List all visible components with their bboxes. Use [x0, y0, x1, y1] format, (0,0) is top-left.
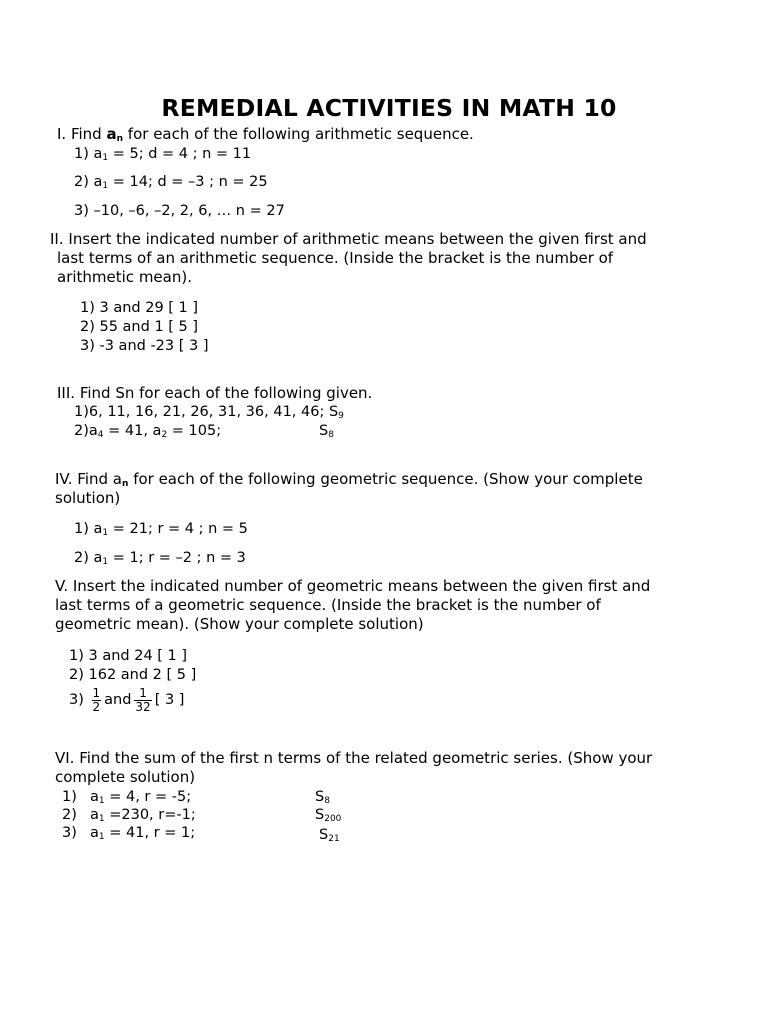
section-5-item-1: 1) 3 and 24 [ 1 ]: [69, 648, 188, 664]
section-3-heading: III. Find Sn for each of the following given.: [57, 384, 373, 402]
section-5-heading-line-1: V. Insert the indicated number of geometric means between the given first and: [55, 577, 651, 595]
section-6-item-2-target: $S_{200}$: [315, 807, 342, 824]
section-5-heading-line-2: last terms of a geometric sequence. (Inside the bracket is the number of: [55, 596, 601, 614]
section-6-item-1: $a_1 = 4$, r = -5;: [90, 789, 192, 806]
section-1-item-2: 2) $a_1 = 14$; d = –3 ; n = 25: [74, 174, 268, 191]
section-6-item-2: $a_1 =230$, r=-1;: [90, 807, 196, 824]
section-5-heading-line-3: geometric mean). (Show your complete solution): [55, 615, 424, 633]
section-2-item-3: 3) -3 and -23 [ 3 ]: [80, 338, 209, 354]
section-3-item-2-target: $S_8$: [319, 423, 334, 440]
section-6-item-3-target: $S_{21}$: [319, 827, 340, 844]
page-title: REMEDIAL ACTIVITIES IN MATH 10: [161, 94, 617, 122]
section-1-item-1: 1) $a_1 = 5$; d = 4 ; n = 11: [74, 146, 252, 163]
section-6-heading-line-2: complete solution): [55, 768, 196, 786]
section-4-heading-line-2: solution): [55, 489, 121, 507]
section-5-item-2: 2) 162 and 2 [ 5 ]: [69, 667, 197, 683]
section-6-item-1-target: $S_8$: [315, 789, 330, 806]
section-1-number: I.: [57, 125, 67, 143]
section-6-item-3-number: 3): [62, 825, 77, 841]
section-5-number: V.: [55, 577, 69, 595]
section-3-number: III.: [57, 384, 76, 402]
section-6-item-2-number: 2): [62, 807, 77, 823]
fraction-one-thirty-second: $\frac{1}{32}$: [135, 685, 151, 714]
section-2-item-2: 2) 55 and 1 [ 5 ]: [80, 319, 199, 335]
section-5-item-3: 3) $\frac{1}{2}$ and $\frac{1}{32}$ [ 3 ]: [69, 685, 185, 714]
fraction-one-half: $\frac{1}{2}$: [92, 685, 101, 714]
section-2-heading-line-1: II. Insert the indicated number of arithmetic means between the given first and: [50, 230, 647, 248]
section-6-heading-line-1: VI. Find the sum of the first n terms of the related geometric series. (Show your: [55, 749, 653, 767]
section-2-number: II.: [50, 230, 64, 248]
section-1-item-3: 3) –10, –6, –2, 2, 6, … n = 27: [74, 203, 285, 219]
section-4-number: IV.: [55, 470, 73, 488]
section-6-item-3: $a_1 = 41$, r = 1;: [90, 825, 196, 842]
section-2-heading-line-2: last terms of an arithmetic sequence. (Inside the bracket is the number of: [57, 249, 614, 267]
section-4-item-1: 1) $a_1 = 21$; r = 4 ; n = 5: [74, 521, 248, 538]
section-4-item-2: 2) $a_1 = 1$; r = –2 ; n = 3: [74, 550, 246, 567]
section-4-heading-line-1: IV. Find $a_n$ for each of the following geometric sequence. (Show your complete: [55, 470, 643, 489]
section-3-item-2: $2)a_4 = 41$, $a_2 = 105$;: [74, 423, 222, 440]
section-3-item-1: 1)6, 11, 16, 21, 26, 31, 36, 41, 46; $S_9$: [74, 404, 344, 421]
section-6-number: VI.: [55, 749, 75, 767]
section-6-item-1-number: 1): [62, 789, 77, 805]
section-2-heading-line-3: arithmetic mean).: [57, 268, 192, 286]
section-1-heading: I. Find $a_n$ for each of the following arithmetic sequence.: [57, 125, 474, 144]
section-2-item-1: 1) 3 and 29 [ 1 ]: [80, 300, 199, 316]
